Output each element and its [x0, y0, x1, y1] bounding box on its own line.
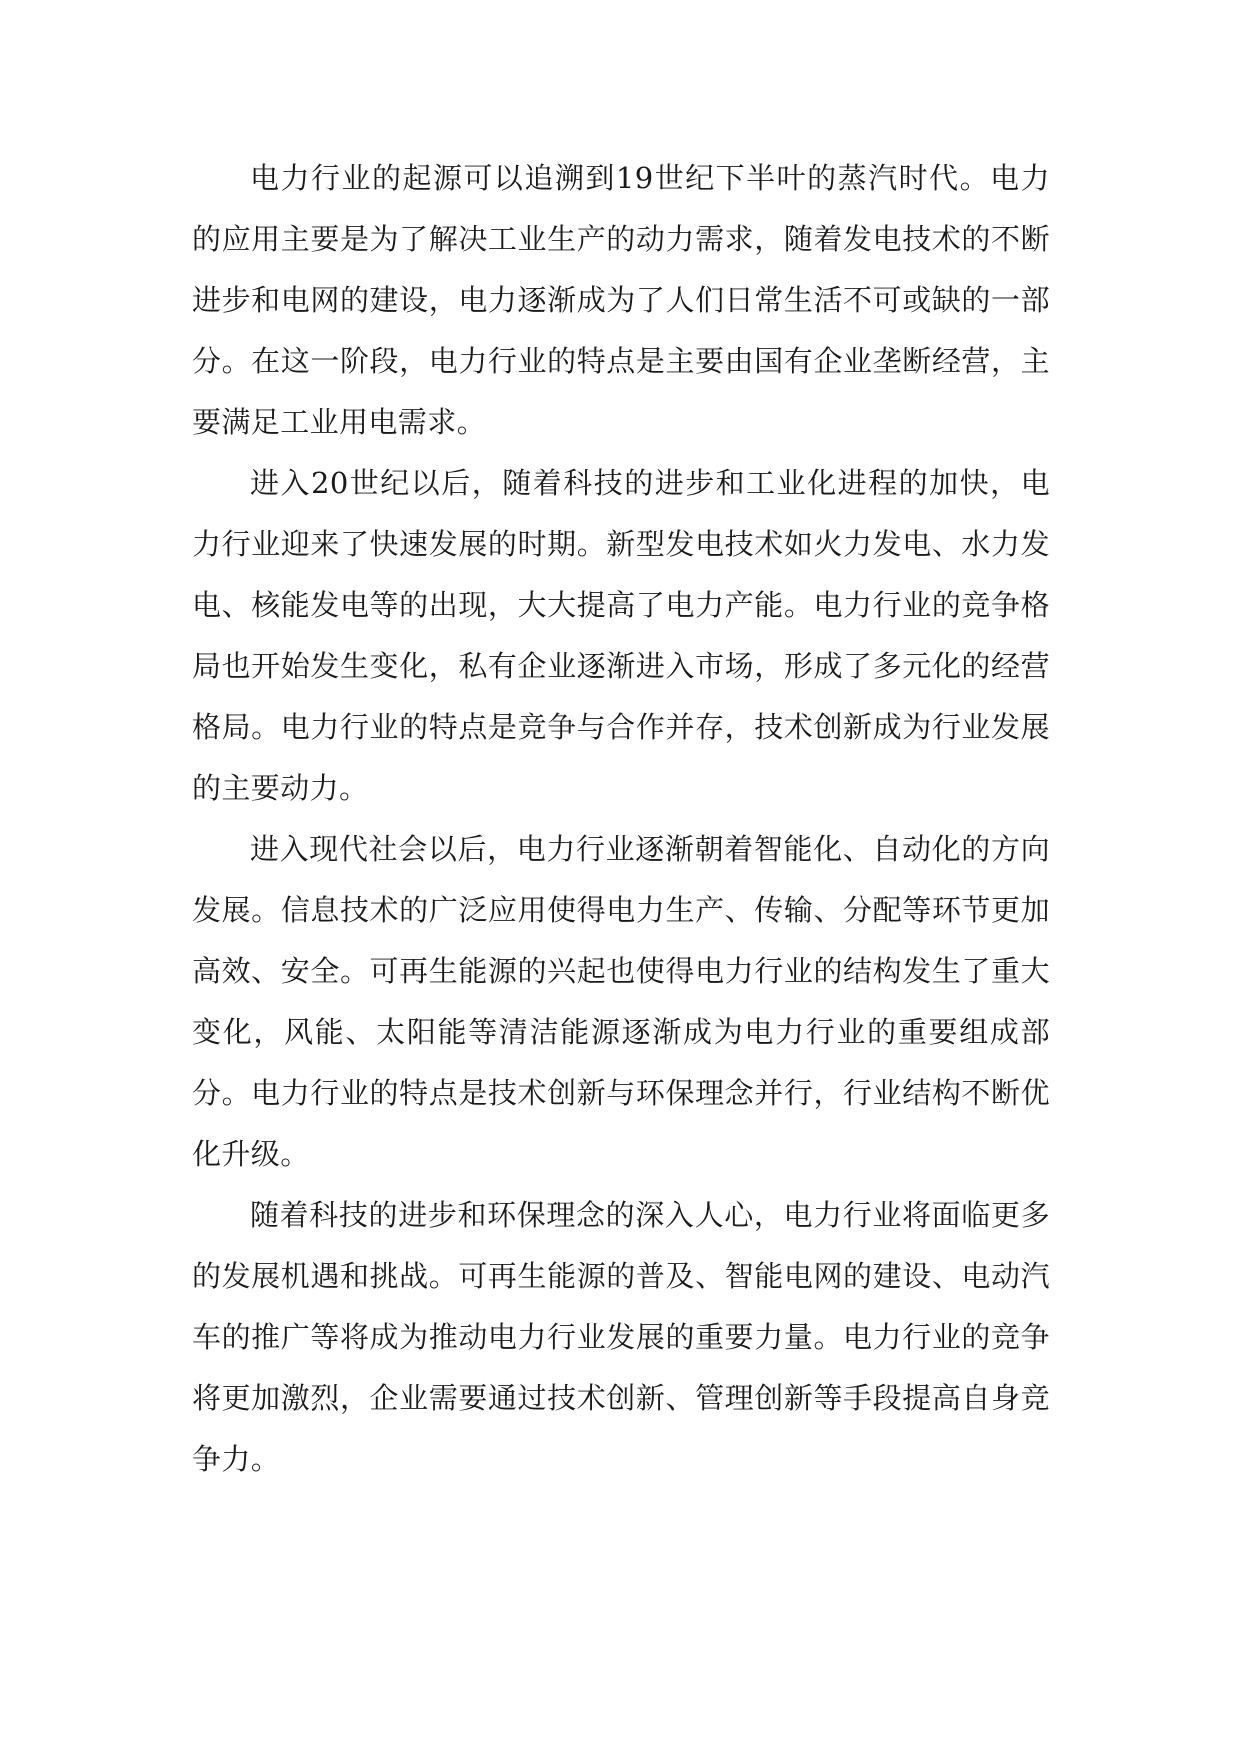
- paragraph-modern-era: 进入现代社会以后，电力行业逐渐朝着智能化、自动化的方向发展。信息技术的广泛应用使得电力生产、传输、分配等环节更加高效、安全。可再生能源的兴起也使得电力行业的结构发生了重大变化，风能、太阳能等清洁能源逐渐成为电力行业的重要组成部分。电力行业的特点是技术创新与环保理念并行，行业结构不断优化升级。: [192, 832, 1050, 1171]
- paragraph-future-outlook: 随着科技的进步和环保理念的深入人心，电力行业将面临更多的发展机遇和挑战。可再生能源的普及、智能电网的建设、电动汽车的推广等将成为推动电力行业发展的重要力量。电力行业的竞争将更加激烈，企业需要通过技术创新、管理创新等手段提高自身竞争力。: [192, 1198, 1050, 1476]
- paragraph-origin: 电力行业的起源可以追溯到19世纪下半叶的蒸汽时代。电力的应用主要是为了解决工业生产的动力需求，随着发电技术的不断进步和电网的建设，电力逐渐成为了人们日常生活不可或缺的一部分。在这一阶段，电力行业的特点是主要由国有企业垄断经营，主要满足工业用电需求。: [192, 161, 1050, 439]
- document-body: [192, 148, 1050, 1490]
- paragraph-20th-century: 进入20世纪以后，随着科技的进步和工业化进程的加快，电力行业迎来了快速发展的时期。新型发电技术如火力发电、水力发电、核能发电等的出现，大大提高了电力产能。电力行业的竞争格局也开始发生变化，私有企业逐渐进入市场，形成了多元化的经营格局。电力行业的特点是竞争与合作并存，技术创新成为行业发展的主要动力。: [192, 466, 1050, 805]
